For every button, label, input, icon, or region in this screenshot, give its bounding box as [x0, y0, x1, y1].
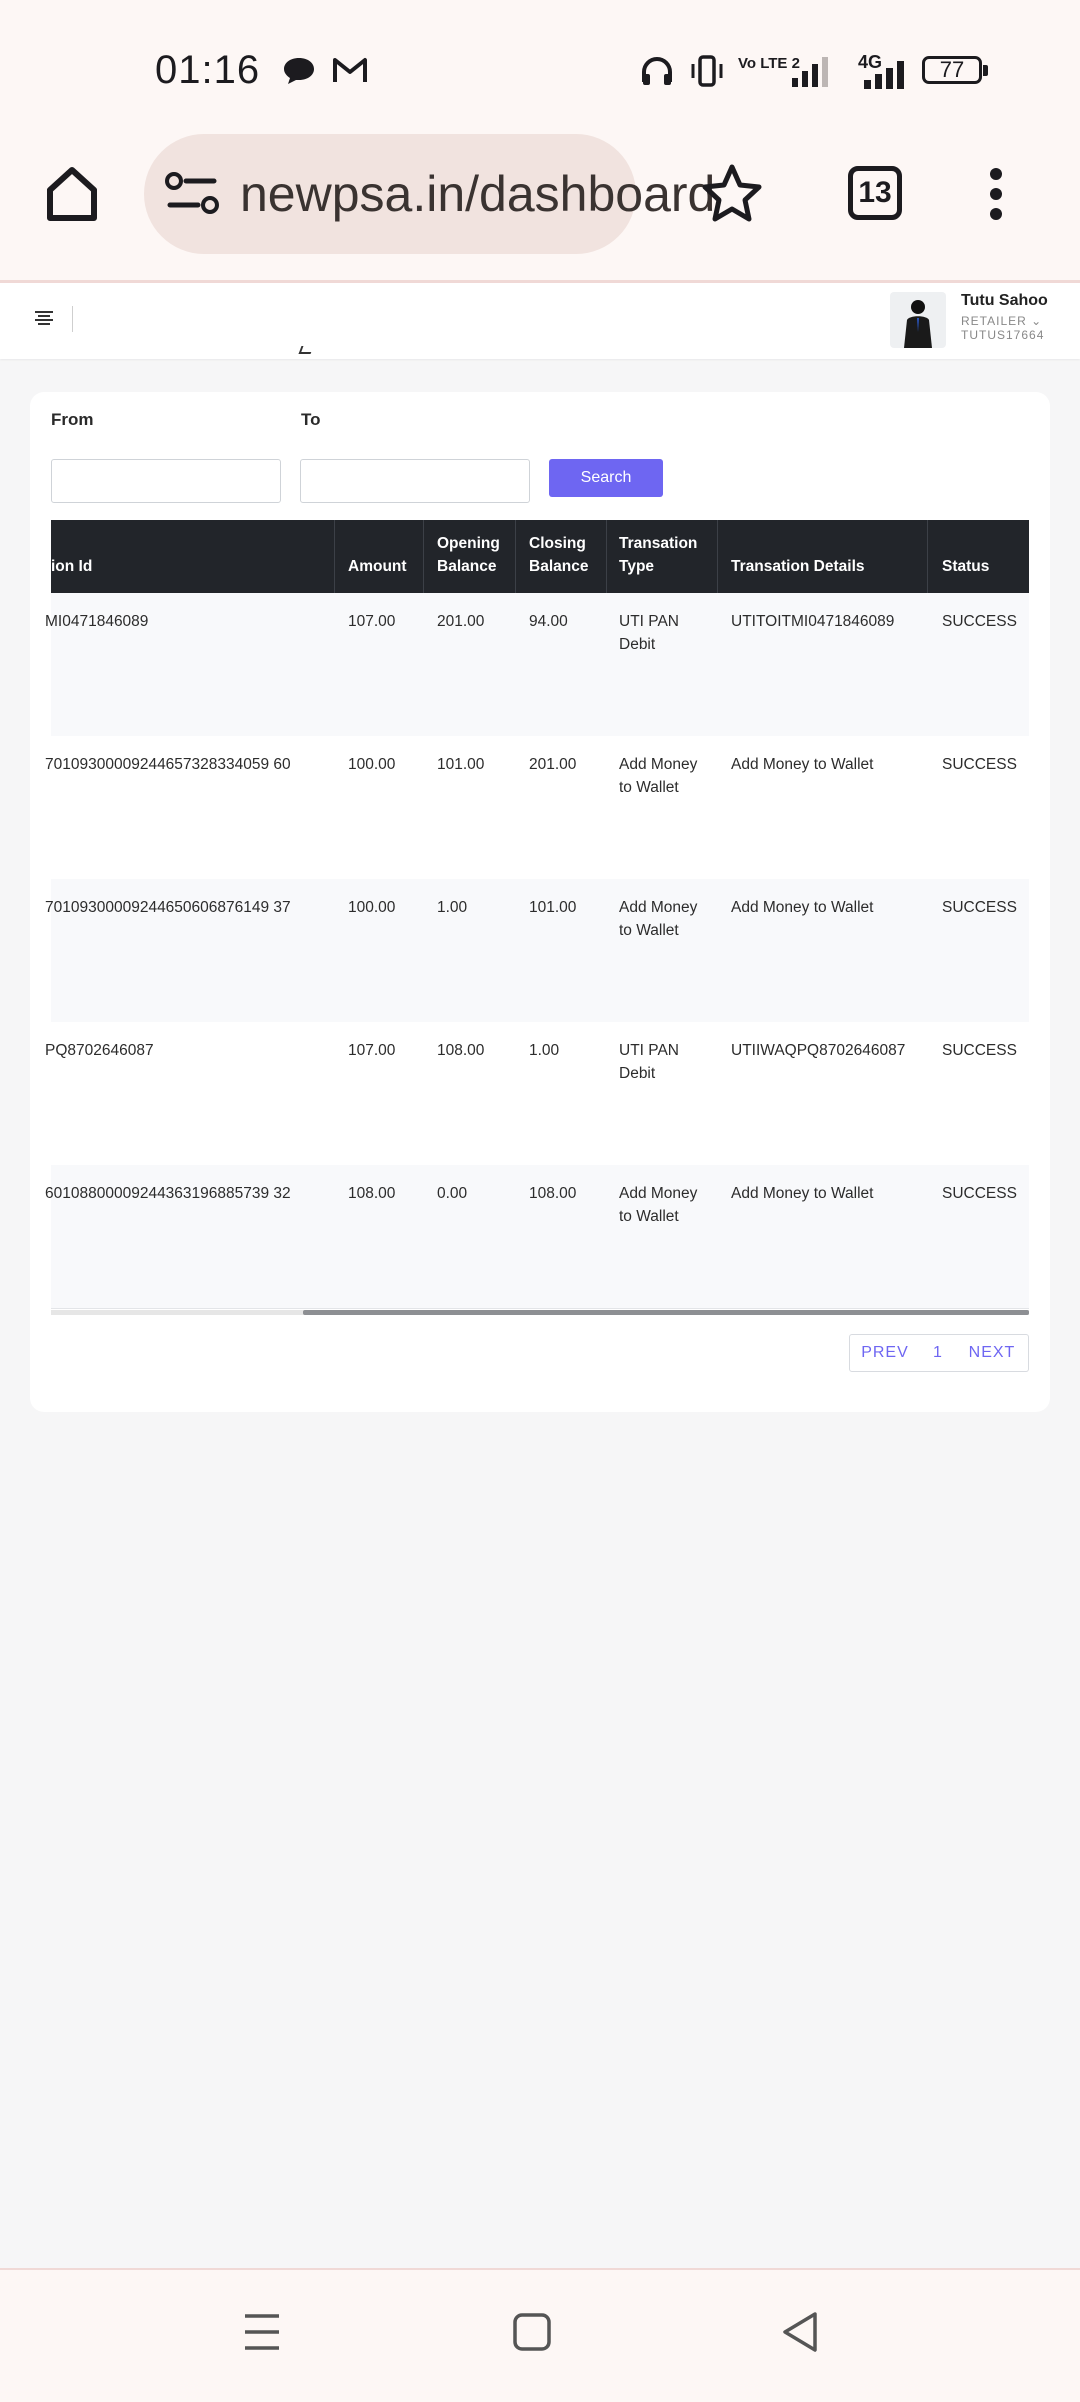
- col-transaction-id: ion Id: [51, 558, 93, 575]
- cell-transaction-details: Add Money to Wallet: [731, 899, 874, 916]
- cell-amount: 100.00: [348, 899, 396, 916]
- cell-transaction-type: UTI PAN Debit: [619, 613, 679, 653]
- headphones-icon: [640, 54, 674, 88]
- cell-closing-balance: 108.00: [529, 1185, 577, 1202]
- table-row[interactable]: [45, 879, 1029, 1023]
- bookmark-star-icon[interactable]: [700, 162, 764, 224]
- cell-status: SUCCESS: [942, 756, 1017, 773]
- cell-transaction-details: Add Money to Wallet: [731, 756, 874, 773]
- to-date-input[interactable]: [300, 459, 530, 503]
- cell-amount: 100.00: [348, 756, 396, 773]
- chat-bubble-icon: [282, 56, 316, 86]
- cell-transaction-type: UTI PAN Debit: [619, 1042, 679, 1082]
- to-label: To: [301, 410, 321, 429]
- header-divider: [515, 520, 516, 593]
- menu-toggle-icon[interactable]: [34, 310, 54, 326]
- cell-status: SUCCESS: [942, 1042, 1017, 1059]
- cell-transaction-id: MI0471846089: [45, 613, 149, 630]
- table-row[interactable]: [45, 1165, 1029, 1309]
- user-role[interactable]: RETAILER ⌄: [961, 314, 1043, 328]
- cell-opening-balance: 108.00: [437, 1042, 485, 1059]
- network-type: 4G: [858, 52, 883, 72]
- search-button[interactable]: Search: [549, 459, 663, 497]
- table-row[interactable]: [45, 1022, 1029, 1166]
- status-time: 01:16: [155, 48, 261, 92]
- col-status: Status: [942, 558, 990, 575]
- cell-transaction-type: Add Money to Wallet: [619, 756, 698, 796]
- cell-amount: 107.00: [348, 1042, 396, 1059]
- cell-opening-balance: 101.00: [437, 756, 485, 773]
- cell-opening-balance: 0.00: [437, 1185, 468, 1202]
- table-scrollbar-thumb[interactable]: [303, 1310, 1029, 1315]
- from-label: From: [51, 410, 94, 429]
- battery-indicator: 77: [922, 56, 982, 84]
- cell-status: SUCCESS: [942, 899, 1017, 916]
- signal-icon: [862, 60, 908, 90]
- cell-transaction-id: PQ8702646087: [45, 1042, 154, 1059]
- cell-closing-balance: 101.00: [529, 899, 577, 916]
- transactions-table[interactable]: [45, 520, 1029, 1314]
- header-divider: [717, 520, 718, 593]
- cell-transaction-details: Add Money to Wallet: [731, 1185, 874, 1202]
- avatar-image: [890, 292, 946, 348]
- cell-closing-balance: 94.00: [529, 613, 568, 630]
- recent-apps-icon[interactable]: [242, 2312, 282, 2352]
- col-opening-balance: Opening Balance: [437, 535, 500, 575]
- more-menu-icon[interactable]: [984, 166, 1008, 222]
- url-text[interactable]: newpsa.in/dashboard: [240, 166, 716, 222]
- cell-transaction-type: Add Money to Wallet: [619, 1185, 698, 1225]
- gmail-icon: [332, 56, 368, 84]
- next-page-button[interactable]: NEXT: [956, 1334, 1029, 1372]
- cell-opening-balance: 1.00: [437, 899, 468, 916]
- cell-transaction-id: 60108800009244363196885739 32: [45, 1185, 291, 1202]
- signal-icon: [790, 56, 832, 88]
- header-divider: [423, 520, 424, 593]
- cell-amount: 108.00: [348, 1185, 396, 1202]
- cell-transaction-details: UTIIWAQPQ8702646087: [731, 1042, 906, 1059]
- col-transaction-type: Transation Type: [619, 535, 698, 575]
- cell-status: SUCCESS: [942, 1185, 1017, 1202]
- tab-switcher-button[interactable]: 13: [848, 166, 902, 220]
- site-settings-icon[interactable]: [164, 170, 220, 218]
- col-amount: Amount: [348, 558, 407, 575]
- cell-closing-balance: 201.00: [529, 756, 577, 773]
- header-divider: [334, 520, 335, 593]
- cell-transaction-id: 70109300009244650606876149 37: [45, 899, 291, 916]
- prev-page-button[interactable]: PREV: [849, 1334, 921, 1372]
- cell-status: SUCCESS: [942, 613, 1017, 630]
- page-number-button[interactable]: 1: [920, 1334, 957, 1372]
- back-nav-icon[interactable]: [780, 2310, 820, 2354]
- avatar[interactable]: [890, 292, 946, 348]
- table-row[interactable]: [45, 736, 1029, 880]
- cell-transaction-details: UTITOITMI0471846089: [731, 613, 895, 630]
- home-icon[interactable]: [42, 164, 102, 224]
- home-nav-icon[interactable]: [512, 2312, 552, 2352]
- from-date-input[interactable]: [51, 459, 281, 503]
- cell-opening-balance: 201.00: [437, 613, 485, 630]
- header-divider: [606, 520, 607, 593]
- table-row[interactable]: [45, 593, 1029, 737]
- user-code: TUTUS17664: [961, 328, 1045, 342]
- user-name[interactable]: Tutu Sahoo: [961, 292, 1048, 309]
- col-transaction-details: Transation Details: [731, 558, 865, 575]
- cell-transaction-type: Add Money to Wallet: [619, 899, 698, 939]
- table-header: [51, 520, 1029, 593]
- vibrate-icon: [690, 54, 724, 88]
- cell-closing-balance: 1.00: [529, 1042, 560, 1059]
- col-closing-balance: Closing Balance: [529, 535, 589, 575]
- header-divider: [927, 520, 928, 593]
- header-divider: [72, 306, 73, 332]
- cell-transaction-id: 70109300009244657328334059 60: [45, 756, 291, 773]
- volte-badge: Vo LTE 2: [738, 55, 800, 72]
- cell-amount: 107.00: [348, 613, 396, 630]
